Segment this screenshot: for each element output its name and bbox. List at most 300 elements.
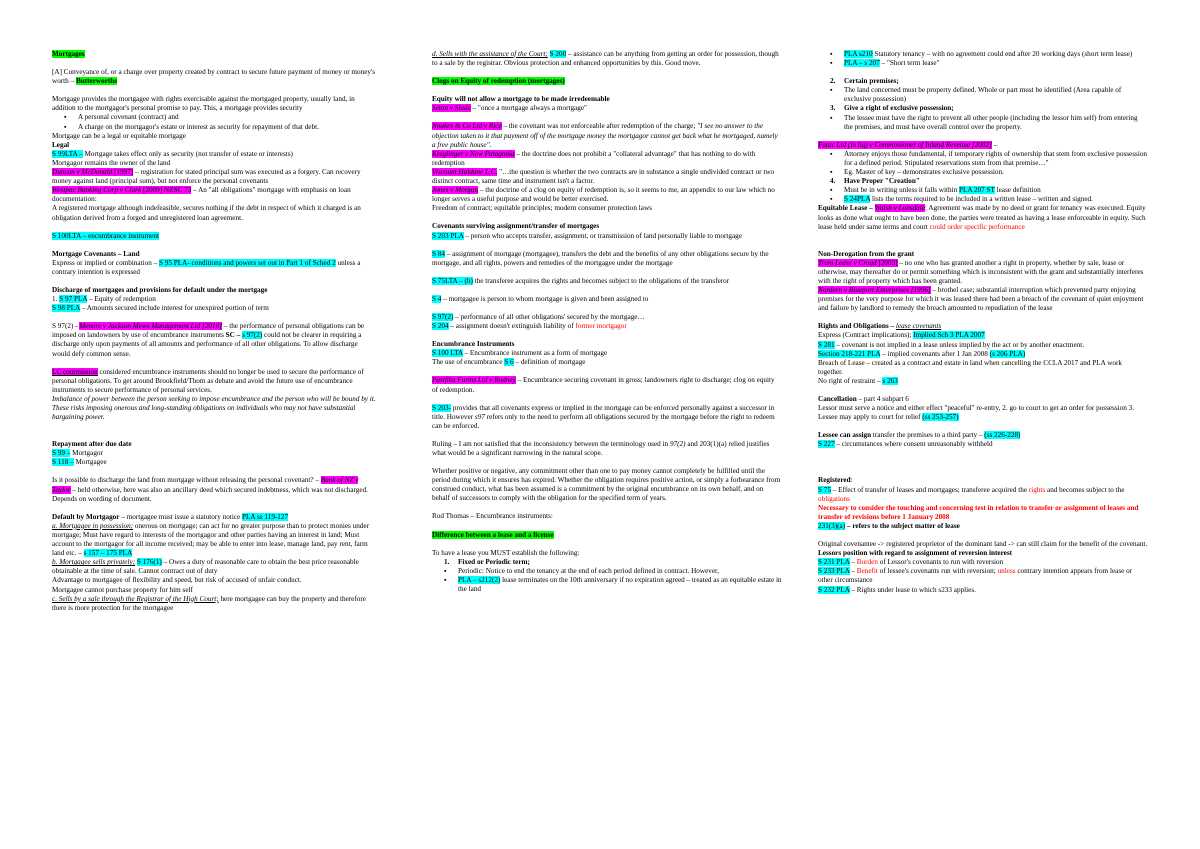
paragraph — [818, 440, 1148, 449]
highlighted-text: s 263 — [882, 376, 898, 385]
text-run: The land concerned must be property defined. Whole or part must be identified (Area capable of exclusive possession) — [844, 86, 1122, 104]
text-run: former mortgagor — [575, 322, 627, 331]
text-run: Imbalance of power between the person seeking to impose encumbrance and the person who will be bound by it. These risks imposing onerous and long-standing obligations on individuals who may not have substantial bargaining power. — [52, 394, 376, 422]
spacer — [52, 86, 377, 95]
paragraph — [52, 150, 377, 159]
text-run: Legal — [52, 140, 70, 149]
text-run: – refers to the subject matter of lease — [845, 521, 960, 530]
spacer — [432, 458, 782, 467]
paragraph — [432, 150, 782, 168]
text-run: A charge on the mortgagor's estate or interest as security for repayment of that debt. — [78, 122, 319, 131]
paragraph — [52, 168, 377, 186]
highlighted-text: Implied Sch 3 PLA 2007 — [913, 331, 985, 340]
spacer — [818, 68, 1148, 77]
text-run: SC – — [225, 331, 241, 340]
text-run: refers only to the need to perform all obligations secured by the mortgage before the right to redeem can be enforced. — [432, 412, 775, 430]
paragraph — [52, 159, 377, 168]
highlighted-text: S 100LTA – encumbrance instrument — [52, 231, 159, 240]
highlighted-text: Clogs on Equity of redemption (mortgages) — [432, 77, 565, 86]
bullet-list — [818, 186, 1148, 204]
text-run: – held otherwise, here was also an ancillary deed which secured indebtness, which was not discharged. Depends on wording of document. — [52, 485, 368, 503]
column-3 — [818, 50, 1148, 595]
text-run: onerous on mortgage; can act for no greater purpose than to protect monies under mortgage; Must have regard to interests of the mortgagor and other parties having an interest in land; Must account to the mortgagor for all income received; may be able to enter into lease, manage land, pay rent, farm land etc. – — [52, 521, 369, 558]
spacer — [818, 232, 1148, 241]
text-run: and becomes subject to the — [1045, 485, 1125, 494]
bullet-item — [844, 195, 1148, 204]
text-run: – performance of all other obligations' secured by the mortgage… — [453, 312, 645, 321]
bullet-item — [844, 86, 1148, 104]
paragraph — [52, 368, 377, 395]
text-run: "…the question is whether the two contracts are in substance a single undivided contract or two distinct contract, same time and instrument isn't a factor. — [432, 167, 775, 186]
highlighted-text: Walsh v Lonsdale — [874, 204, 925, 213]
paragraph — [52, 286, 377, 295]
spacer — [52, 59, 377, 68]
spacer — [52, 313, 377, 322]
text-run: Covenants surviving assignment/transfer of mortgages — [432, 222, 600, 231]
item-number: 3. — [830, 104, 836, 113]
paragraph — [52, 522, 377, 558]
text-run: : Agreement was made by no deed or grant for tenancy was executed. Equity looks as done what ought to have been done, the parties were treated as having a lease enforceable in equity. Such lease held under same terms and court — [818, 204, 1146, 231]
highlighted-text: S 97(2) — [432, 312, 454, 321]
spacer — [818, 386, 1148, 395]
paragraph — [52, 304, 377, 313]
text-run: and 203(1)(a) relied justifies what would be a significant narrowing in the natural scope. — [432, 439, 770, 457]
paragraph — [52, 141, 377, 150]
text-run: Original covenantee -> registered proprietor of the dominant land -> can still claim for the benefit of the covenant. — [818, 540, 1148, 549]
text-run: – assistance can be anything from getting an order for possession, though to a sale by the registrar. Obvious protection and enhanced opportunities by this. Good move. — [432, 50, 779, 68]
spacer — [818, 449, 1148, 458]
spacer — [432, 304, 782, 313]
highlighted-text: [1997] — [112, 168, 134, 177]
text-run: Is it possible to discharge the land from mortgage without releasing the personal covenant? – — [52, 476, 321, 485]
text-run: – Encumbrance instrument as a form of mortgage — [462, 349, 608, 358]
text-run: Have Proper "Creation" — [844, 177, 920, 186]
paragraph — [52, 204, 377, 222]
paragraph — [432, 95, 782, 104]
text-run: – mortgagee is person to whom mortgage is given and been assigned to — [441, 294, 649, 303]
text-run: Statutory tenancy – with no agreement could end after 20 working days (short term lease) — [872, 50, 1133, 58]
highlighted-text: S 84 — [432, 249, 445, 258]
bullet-item — [844, 168, 1148, 177]
paragraph — [818, 286, 1148, 313]
paragraph — [432, 440, 782, 458]
highlighted-text: (s 206 PLA) — [989, 349, 1026, 358]
spacer — [52, 467, 377, 476]
text-run: – assignment doesn't extinguish liability of — [448, 322, 576, 331]
paragraph — [818, 395, 1148, 404]
highlighted-text: S 233 PLA — [818, 567, 850, 576]
paragraph — [432, 467, 782, 503]
text-run: Fixed or Periodic term; — [458, 557, 530, 566]
text-run: Burden — [856, 558, 878, 567]
highlighted-text: Westpac Banking Corp v Clark — [52, 186, 142, 195]
paragraph — [52, 586, 377, 595]
text-run: lists the terms required to be included in a written lease – written and signed. — [870, 195, 1093, 204]
text-run: – Owes a duty of reasonable care to obtain the best price reasonable obtainable at the time of sale. Cannot contract out of duty — [52, 558, 359, 576]
bullet-item — [458, 567, 782, 576]
highlighted-text: Section 218-221 PLA — [818, 349, 881, 358]
text-run: b. Mortgagee sells privately; — [52, 558, 136, 567]
highlighted-text: S 4 — [432, 294, 442, 303]
numbered-item — [818, 77, 1148, 86]
paragraph — [432, 77, 782, 86]
spacer — [432, 367, 782, 376]
text-run: To have a lease you MUST establish the following: — [432, 548, 580, 557]
text-run: Lessee can assign — [818, 431, 872, 440]
text-run: – person who accepts transfer, assignment, or transmission of land personally liable to mortgage — [463, 231, 742, 240]
bullet-item — [844, 150, 1148, 168]
text-run: could not be clearer in requiring a discharge only upon payments of all amounts and performance of all other obligations. To allow discharge would defy common sense. — [52, 331, 362, 358]
bullet-item — [78, 123, 377, 132]
highlighted-text: PLA 207 ST — [959, 186, 995, 195]
text-run: transfer the premises to a third party – — [871, 431, 985, 440]
paragraph — [818, 567, 1148, 585]
paragraph — [52, 513, 377, 522]
paragraph — [818, 259, 1148, 286]
text-run: – assignment of mortgage (mortgagee), transfers the debt and the benefits of any other obligations secure by the mortgage, and all rights, powers and remedies of the mortgagee under the mortgage — [432, 249, 769, 267]
numbered-item — [818, 104, 1148, 113]
text-run: – the doctrine does not prohibit a "collateral advantage" that has nothing to do with redemption — [432, 149, 756, 167]
paragraph — [432, 222, 782, 231]
highlighted-text: [2003] — [876, 258, 898, 267]
text-run: Give a right of exclusive possession; — [844, 104, 954, 113]
bullet-list — [818, 50, 1148, 68]
paragraph — [818, 322, 1148, 331]
paragraph — [52, 449, 377, 458]
text-run: – Equity of redemption — [87, 295, 156, 304]
bullet-item — [844, 50, 1148, 59]
highlighted-text: PLA s210 — [844, 50, 873, 58]
text-run: rights — [1028, 485, 1046, 494]
highlighted-text: Bank of NZ v Taylor — [52, 476, 359, 494]
bullet-list — [818, 114, 1148, 132]
highlighted-text: S 200 — [549, 50, 567, 58]
highlighted-text: S 6 — [504, 358, 514, 367]
paragraph — [52, 259, 377, 277]
text-run: – Encumbrance securing covenant in gross; landowners right to discharge; clog on equity of redemption. — [432, 376, 775, 394]
highlighted-text: S 75 — [818, 485, 831, 494]
text-run: Attorney enjoys those fundamental, if temporary rights of ownership that stem from exclusive possession for a defined period. Stipulated reservations stem from that premise…" — [844, 149, 1148, 167]
spacer — [432, 431, 782, 440]
paragraph — [52, 95, 377, 113]
spacer — [52, 241, 377, 250]
paragraph — [818, 350, 1148, 359]
spacer — [818, 458, 1148, 467]
text-run: 97(2) — [669, 439, 686, 448]
text-run: Mortgage Covenants – Land — [52, 249, 140, 258]
highlighted-text: S 100 LTA — [432, 349, 463, 358]
text-run: – part 4 subpart 6 — [856, 395, 909, 403]
paragraph — [818, 341, 1148, 350]
paragraph — [432, 340, 782, 349]
paragraph — [432, 358, 782, 367]
paragraph — [52, 250, 377, 259]
highlighted-text: Viscount Haldane L.C. — [432, 167, 498, 176]
text-run: obligations — [818, 494, 850, 503]
text-run: Mortgage takes effect only as security (not transfer of estate or interests) — [82, 149, 293, 158]
highlighted-text: S 75LTA – (b) — [432, 276, 473, 285]
paragraph — [818, 558, 1148, 567]
highlighted-text: S 232 PLA — [818, 585, 850, 594]
text-run: Encumbrance Instruments — [432, 340, 515, 349]
spacer — [52, 431, 377, 440]
text-run: S 97(2) - — [52, 322, 80, 331]
text-run: – An "all obligations" mortgage with emphasis on loan documentation: — [52, 186, 351, 204]
text-run: Express (Contract implications); — [818, 331, 914, 340]
bullet-list — [52, 113, 377, 131]
text-run: – covenant is not implied in a lease unless implied by the act or by another enactment. — [834, 340, 1085, 349]
spacer — [818, 422, 1148, 431]
spacer — [818, 531, 1148, 540]
text-run: Default by Mortgagor — [52, 512, 120, 521]
paragraph — [432, 122, 782, 149]
text-run: Freedom of contract; equitable principles; modern consumer protection laws — [432, 204, 652, 213]
text-run: – mortgagee must issue a statutory notice — [119, 512, 243, 521]
text-run: – the performance of personal obligations can be imposed on landowners by use of encumbrance instruments — [52, 322, 365, 340]
text-run: Discharge of mortgages and provisions for default under the mortgage — [52, 285, 268, 294]
text-run: Equitable Lease – — [818, 204, 873, 213]
text-run: – Effect of transfer of leases and mortgages; transferee acquired the — [830, 485, 1029, 494]
spacer — [432, 241, 782, 250]
spacer — [432, 395, 782, 404]
paragraph — [432, 104, 782, 113]
paragraph — [52, 440, 377, 449]
paragraph — [52, 458, 377, 467]
paragraph — [432, 376, 782, 394]
text-run: Mortgagor remains the owner of the land — [52, 158, 171, 167]
text-run: – implied covenants after 1 Jan 2008 — [880, 349, 990, 358]
highlighted-text: [2009] NZSC 73 — [141, 186, 192, 195]
spacer — [818, 241, 1148, 250]
text-run: Lessor must serve a notice and either effect "peaceful" re-entry, 2. go to court to get an order for possession 3. Lessee may apply to court for relief — [818, 404, 1135, 422]
bullet-item — [78, 113, 377, 122]
paragraph — [818, 486, 1148, 504]
highlighted-text: LC commission — [52, 367, 98, 376]
text-run: Ruling – I am not satisfied that the inconsistency between the terminology used in — [432, 439, 670, 448]
text-run: – registration for stated principal sum was executed as a forgery. Can recovery money against land (principal sum), but not enforce the personal covenants — [52, 168, 361, 186]
text-run: Cancellation — [818, 395, 857, 403]
highlighted-text: S 203- — [432, 403, 451, 412]
highlighted-text: Pasifika Farms Ltd v Rodney — [432, 376, 516, 385]
paragraph — [818, 476, 1148, 485]
paragraph — [52, 395, 377, 422]
text-run: d. Sells with the assistance of the Court; — [432, 50, 548, 58]
highlighted-text: Jones v Morgan — [432, 186, 479, 195]
paragraph — [432, 313, 782, 322]
paragraph — [432, 295, 782, 304]
paragraph — [52, 186, 377, 204]
paragraph — [432, 549, 782, 558]
text-run: 1. — [52, 295, 60, 304]
bullet-item — [844, 114, 1148, 132]
text-run: provides that all covenants express or implied in the mortgage can be enforced personally against a successor in title. However — [432, 403, 775, 421]
text-run: – brothel case; substantial interruption which prevented party enjoying premises for the very purpose for which it was leased there had been a breach of the covenant of quiet enjoyment and failure by landlord to remedy the breach amounted to repudiation of the lease — [818, 286, 1144, 313]
text-run: – definition of mortgage — [513, 358, 586, 367]
highlighted-text: Mortgages — [52, 50, 85, 58]
paragraph — [432, 250, 782, 268]
text-run: Must be in writing unless it falls within — [844, 186, 959, 195]
spacer — [52, 277, 377, 286]
text-run: [A] Conveyance of, or a charge over property created by contract to secure future payment of money or money's worth – — [52, 68, 376, 86]
column-1 — [52, 50, 377, 613]
text-run: – — [849, 567, 857, 576]
text-run: Rod Thomas – Encumbrance instruments: — [432, 512, 553, 521]
text-run: – "Short term lease" — [879, 59, 940, 68]
paragraph — [52, 132, 377, 141]
highlighted-text: S 24PLA — [844, 195, 871, 204]
highlighted-text: S 99 – — [52, 449, 71, 458]
text-run: Lessors position with regard to assignment of reversion interest — [818, 549, 1013, 558]
paragraph — [432, 322, 782, 331]
highlighted-text: Kreglinger v New Patagonia — [432, 149, 515, 158]
text-run: lease definition — [994, 186, 1041, 195]
highlighted-text: (ss 226-228) — [984, 431, 1021, 440]
highlighted-text: S 231 PLA — [818, 558, 850, 567]
spacer — [52, 504, 377, 513]
paragraph — [818, 141, 1148, 150]
text-run: Periodic: Notice to end the tenancy at the end of each period defined in contract. However, — [458, 566, 719, 575]
text-run: A personal covenant (contract) and — [78, 113, 179, 122]
numbered-item — [818, 177, 1148, 186]
paragraph — [432, 168, 782, 186]
text-run: Mortgage can be a legal or equitable mortgage — [52, 131, 186, 140]
highlighted-text: S 176(1) — [136, 558, 162, 567]
text-run: considered encumbrance instruments should no longer be used to secure the performance of personal obligations. To get around Brookfield/Thom as debate and avoid the future use of encumbrance instruments to secure performance of personal services. — [52, 367, 364, 394]
highlighted-text: PLA – s 207 — [844, 59, 880, 68]
text-run: – — [991, 140, 998, 149]
spacer — [818, 313, 1148, 322]
paragraph — [432, 186, 782, 204]
paragraph — [52, 295, 377, 304]
text-run: lease covenants — [895, 322, 942, 331]
spacer — [432, 213, 782, 222]
highlighted-text: 231(3)(a) — [818, 521, 846, 530]
highlighted-text: S 203 PLA — [432, 231, 464, 240]
paragraph — [432, 531, 782, 540]
text-run: – the covenant was not enforceable after redemption of the charge; — [501, 122, 698, 131]
text-run: Certain premises; — [844, 77, 899, 86]
paragraph — [52, 595, 377, 613]
text-run: Mortgagee cannot purchase property for him self — [52, 585, 193, 594]
highlighted-text: S 227 — [818, 440, 835, 449]
paragraph — [818, 404, 1148, 422]
paragraph — [818, 522, 1148, 531]
paragraph — [818, 586, 1148, 595]
spacer — [432, 113, 782, 122]
text-run: Registered — [818, 476, 851, 485]
spacer — [432, 540, 782, 549]
highlighted-text: (ss 253-257) — [922, 413, 959, 422]
text-run: could order specific performance — [929, 222, 1025, 231]
spacer — [432, 86, 782, 95]
column-2 — [432, 50, 782, 594]
text-run: The lessee must have the right to prevent all other people (including the lessor him self) from entering the premises, and must have overall control over the property. — [844, 113, 1138, 131]
paragraph — [432, 277, 782, 286]
paragraph — [818, 549, 1148, 558]
highlighted-text: Tram Lease v Croad — [818, 258, 877, 267]
highlighted-text: Nordern v Blueport Enterprises [1996] — [818, 286, 931, 295]
text-run: s97 — [474, 412, 485, 421]
paragraph — [818, 359, 1148, 377]
bullet-list — [432, 567, 782, 594]
numbered-item — [432, 558, 782, 567]
bullet-item — [458, 576, 782, 594]
text-run: Mortgagor — [70, 449, 103, 458]
text-run: – "once a mortgage always a mortgage" — [470, 104, 587, 113]
text-run: Breach of Lease – created as a contract and estate in land when cancelling the CCLA 2017 and PLA work together. — [818, 358, 1122, 376]
text-run: Non-Derogation from the grant — [818, 249, 915, 258]
paragraph — [818, 431, 1148, 440]
highlighted-text: S 204 — [432, 322, 449, 331]
spacer — [52, 422, 377, 431]
text-run: Equity will not allow a mortgage to be made irredeemable — [432, 95, 610, 104]
paragraph — [818, 204, 1148, 231]
text-run: unless a contrary intention is expressed — [52, 258, 361, 276]
text-run: unless — [997, 567, 1016, 576]
spacer — [432, 503, 782, 512]
spacer — [818, 132, 1148, 141]
highlighted-text: s 157 – 175 PLA — [83, 549, 133, 558]
text-run: Mortgage provides the mortgagee with rights exercisable against the mortgaged property, usually land, in addition to the mortgagor's personal promise to pay. This, a mortgage provides security — [52, 95, 355, 113]
highlighted-text: Difference between a lease and a license — [432, 530, 554, 539]
paragraph — [432, 349, 782, 358]
text-run: "I see no answer to the objection taken to it that payment off of the mortgage money the mortgagor cannot get back what he mortgaged, namely a free public house". — [432, 122, 778, 149]
text-run: of Lessor's covenants to run with reversion — [877, 558, 1004, 567]
text-run: – — [849, 558, 857, 567]
paragraph — [432, 204, 782, 213]
paragraph — [52, 322, 377, 358]
text-run: A registered mortgage although indefeasible, secures nothing if the debt in respect of which it charged is an obligation derived from a forged and unregistered loan agreement. — [52, 204, 361, 222]
text-run: Mortgagee — [73, 458, 107, 467]
paragraph — [432, 232, 782, 241]
highlighted-text: S 98 PLA — [52, 304, 80, 313]
bullet-item — [844, 186, 1148, 195]
text-run: Benefit — [856, 567, 878, 576]
text-run: the transferee acquires the rights and becomes subject to the obligations of the transferor — [472, 276, 730, 285]
spacer — [432, 268, 782, 277]
highlighted-text: Fatac Ltd (in liq) v Commissioner of Inland Revenue [2002] — [818, 140, 992, 149]
highlighted-text: S 95 PLA- conditions and powers set out in Part 1 of Sched 2 — [159, 258, 336, 267]
paragraph — [432, 50, 782, 68]
paragraph — [432, 404, 782, 431]
text-run: c. Sells by a sale through the Registrar of the High Court; — [52, 594, 219, 603]
spacer — [432, 522, 782, 531]
spacer — [432, 286, 782, 295]
text-run: The use of encumbrance — [432, 358, 505, 367]
paragraph — [52, 232, 377, 241]
paragraph — [52, 68, 377, 86]
text-run: : — [850, 476, 853, 485]
text-run: – no one who has granted another a right in property, whether by sale, lease or otherwise, may thereafter do or permit something which is inconsistent with the grant and substantially interferes with the right of property which has been granted. — [818, 258, 1144, 285]
spacer — [432, 331, 782, 340]
paragraph — [52, 576, 377, 585]
text-run: – Rights under lease to which s233 applies. — [849, 585, 976, 594]
text-run: lease terminates on the 10th anniversary if no expiration agreed – treated as an equitable estate in the land — [458, 575, 782, 594]
bullet-list — [818, 86, 1148, 104]
highlighted-text: Seton v Slade — [432, 104, 471, 113]
spacer — [52, 359, 377, 368]
text-run: – the doctrine of a clog on equity of redemption is, so it seems to me, an appendix to our law which no longer serves a useful purpose and would be better exercised. — [432, 186, 775, 204]
text-run: – circumstances where consent unreasonably withheld — [834, 440, 993, 449]
text-run: contrary intention appears from lease or other circumstance — [818, 567, 1133, 585]
bullet-list — [818, 150, 1148, 177]
highlighted-text: s 97(2) — [242, 331, 263, 340]
paragraph — [818, 540, 1148, 549]
text-run: Advantage to mortgagee of flexibility and speed, but risk of accused of unfair conduct. — [52, 576, 302, 585]
text-run: here mortgagee can buy the property and therefore there is more protection for the mortgagee — [52, 594, 366, 612]
spacer — [432, 68, 782, 77]
paragraph — [818, 250, 1148, 259]
